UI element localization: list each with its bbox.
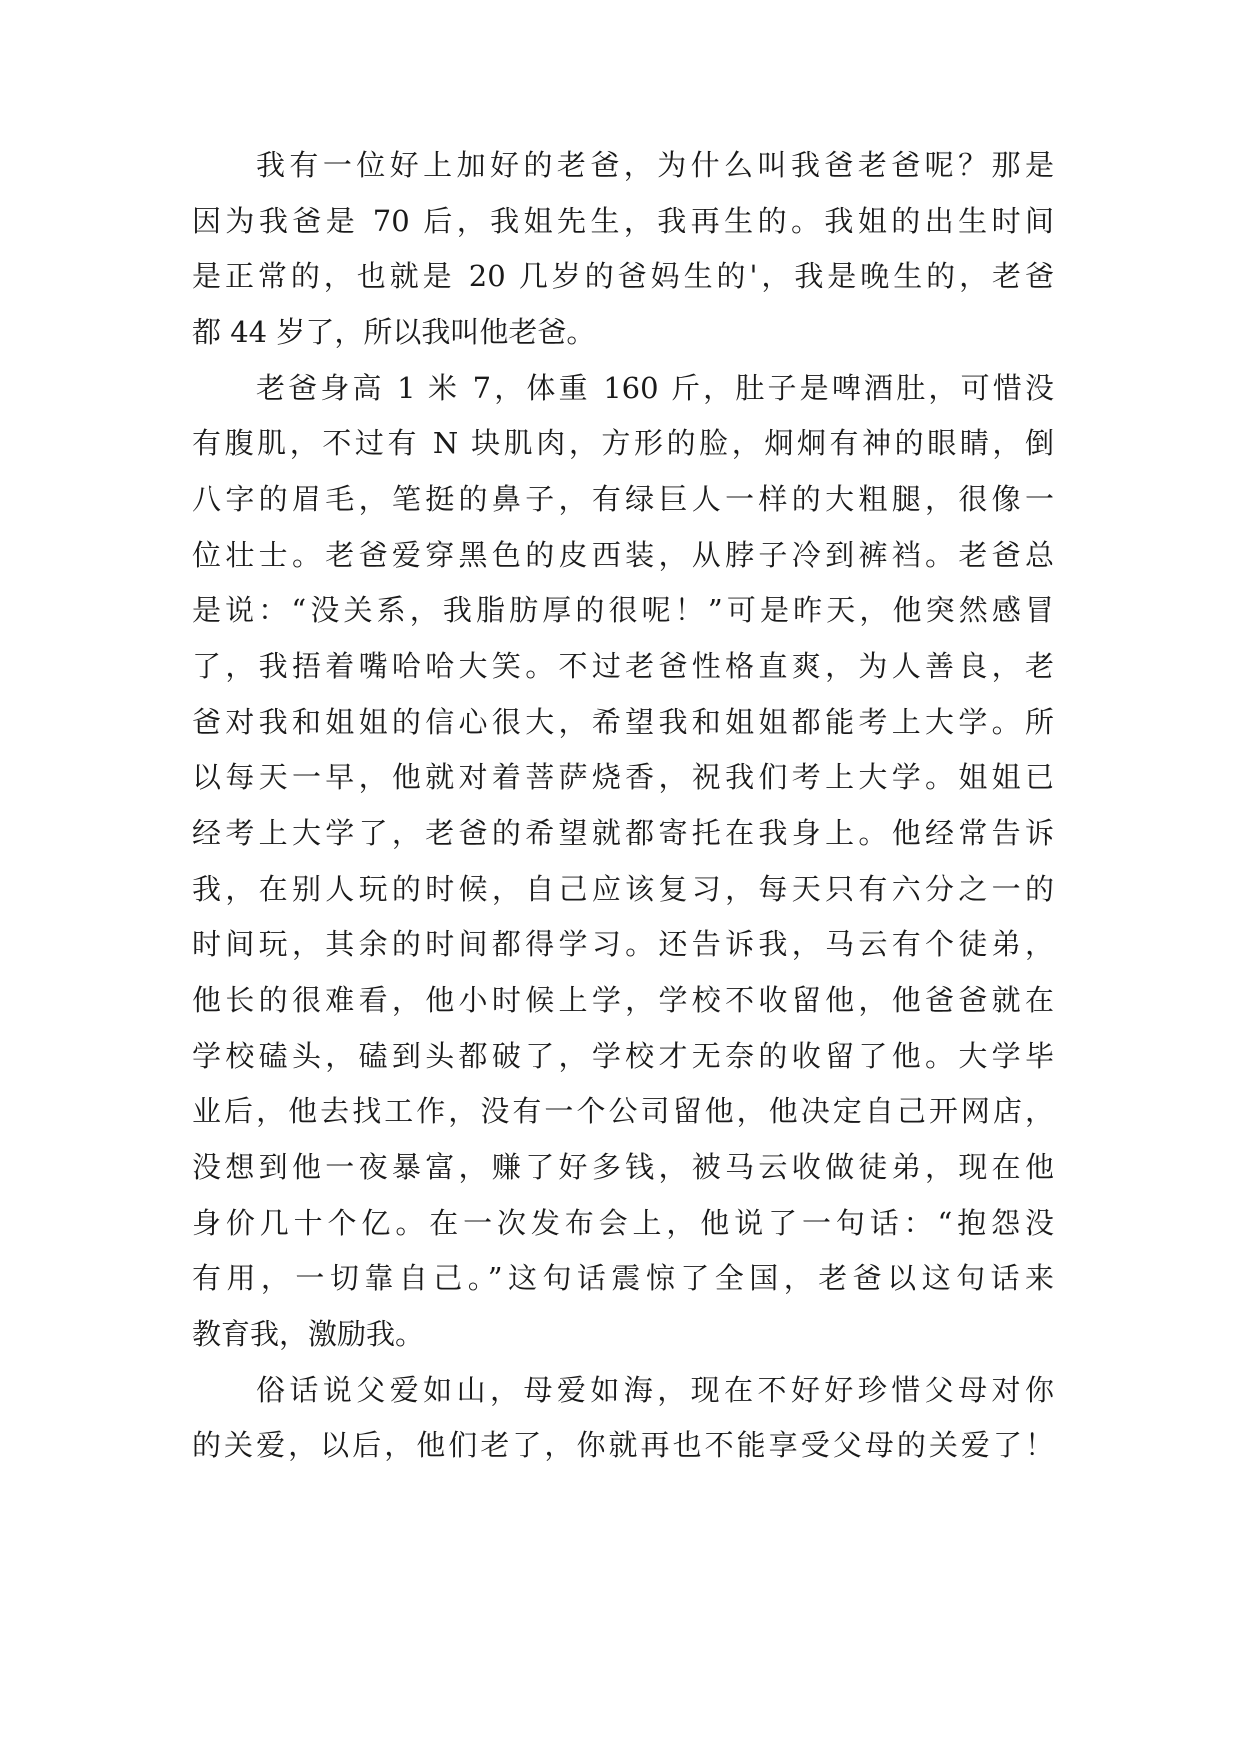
paragraph-2-line-15: 没想到他一夜暴富，赚了好多钱，被马云收做徒弟，现在他 bbox=[192, 1150, 1054, 1184]
paragraph-2-line-17: 有用，一切靠自己。”这句话震惊了全国，老爸以这句话来 bbox=[192, 1261, 1054, 1295]
paragraph-1-line-1: 我有一位好上加好的老爸，为什么叫我爸老爸呢？那是 bbox=[256, 148, 1054, 182]
paragraph-1-line-3: 是正常的，也就是 20 几岁的爸妈生的'，我是晚生的，老爸 bbox=[192, 259, 1054, 293]
paragraph-2-line-1: 老爸身高 1 米 7，体重 160 斤，肚子是啤酒肚，可惜没 bbox=[256, 371, 1054, 405]
paragraph-2-line-4: 位壮士。老爸爱穿黑色的皮西装，从脖子冷到裤裆。老爸总 bbox=[192, 538, 1054, 572]
paragraph-2-line-16: 身价几十个亿。在一次发布会上，他说了一句话：“抱怨没 bbox=[192, 1206, 1054, 1240]
paragraph-3-line-2: 的关爱，以后，他们老了，你就再也不能享受父母的关爱了！ bbox=[192, 1428, 1054, 1462]
paragraph-2-line-8: 以每天一早，他就对着菩萨烧香，祝我们考上大学。姐姐已 bbox=[192, 760, 1054, 794]
paragraph-2-line-9: 经考上大学了，老爸的希望就都寄托在我身上。他经常告诉 bbox=[192, 816, 1054, 850]
paragraph-2-line-14: 业后，他去找工作，没有一个公司留他，他决定自己开网店， bbox=[192, 1094, 1054, 1128]
paragraph-2-line-7: 爸对我和姐姐的信心很大，希望我和姐姐都能考上大学。所 bbox=[192, 705, 1054, 739]
paragraph-2-line-3: 八字的眉毛，笔挺的鼻子，有绿巨人一样的大粗腿，很像一 bbox=[192, 482, 1054, 516]
paragraph-3-line-1: 俗话说父爱如山，母爱如海，现在不好好珍惜父母对你 bbox=[256, 1373, 1054, 1407]
paragraph-2-line-12: 他长的很难看，他小时候上学，学校不收留他，他爸爸就在 bbox=[192, 983, 1054, 1017]
paragraph-2-line-11: 时间玩，其余的时间都得学习。还告诉我，马云有个徒弟， bbox=[192, 927, 1054, 961]
paragraph-2-line-2: 有腹肌，不过有 N 块肌肉，方形的脸，炯炯有神的眼睛，倒 bbox=[192, 426, 1054, 460]
paragraph-2-line-18: 教育我，激励我。 bbox=[192, 1317, 425, 1351]
paragraph-2-line-5: 是说：“没关系，我脂肪厚的很呢！”可是昨天，他突然感冒 bbox=[192, 593, 1054, 627]
paragraph-1-line-4: 都 44 岁了，所以我叫他老爸。 bbox=[192, 315, 596, 349]
paragraph-2-line-6: 了，我捂着嘴哈哈大笑。不过老爸性格直爽，为人善良，老 bbox=[192, 649, 1054, 683]
paragraph-2-line-10: 我，在别人玩的时候，自己应该复习，每天只有六分之一的 bbox=[192, 872, 1054, 906]
paragraph-1-line-2: 因为我爸是 70 后，我姐先生，我再生的。我姐的出生时间 bbox=[192, 204, 1054, 238]
paragraph-2-line-13: 学校磕头，磕到头都破了，学校才无奈的收留了他。大学毕 bbox=[192, 1039, 1054, 1073]
